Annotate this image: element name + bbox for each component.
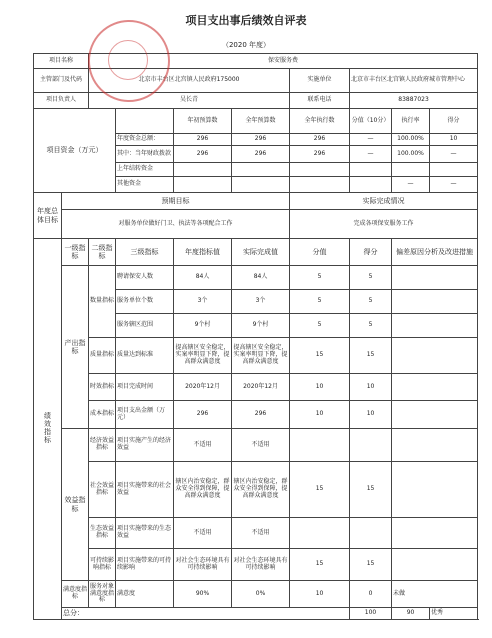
perf-row	[34, 518, 478, 549]
target-header: 年度指标值	[174, 239, 232, 266]
l3-indicator: 服务单位个数	[116, 290, 174, 314]
l3-indicator: 项目实施产生的经济效益	[116, 429, 174, 462]
fund-score: —	[350, 146, 392, 163]
fund-budget	[174, 163, 232, 177]
impl-label: 实施单位	[290, 69, 350, 93]
total-row	[34, 608, 478, 620]
perf-row	[34, 462, 478, 518]
l2-indicator: 生态效益指标	[89, 518, 116, 549]
project-name-row	[34, 54, 478, 69]
fund-budget	[174, 177, 232, 193]
l2-indicator: 质量指标	[89, 338, 116, 374]
target-value: 2020年12月	[174, 374, 232, 401]
exec-header: 全年执行数	[290, 109, 350, 134]
fund-score-header: 分值（10分）	[350, 109, 392, 134]
perf-row	[34, 374, 478, 401]
total-label: 总分：	[62, 608, 350, 620]
goals-label: 年度总体目标	[34, 193, 62, 239]
actual-value: 0%	[232, 581, 290, 608]
l2-indicator: 数量指标	[89, 266, 116, 338]
deviation-reason	[392, 549, 478, 581]
project-name-label: 项目名称	[34, 54, 89, 69]
fund-rate: 100.00%	[392, 134, 430, 146]
l2-indicator: 时效指标	[89, 374, 116, 401]
actual-header: 实际完成值	[232, 239, 290, 266]
funds-label: 项目资金（万元）	[34, 109, 116, 193]
effect-indicator-label: 效益指标	[62, 429, 89, 581]
indicator-score	[290, 429, 350, 462]
fund-name: 上年结转资金	[116, 163, 174, 177]
target-value: 296	[174, 401, 232, 429]
phone-value: 83887023	[350, 93, 478, 109]
actual-value: 提高辖区安全稳定，实案率明显下降，提高群众满意度	[232, 338, 290, 374]
impl-value: 北京市丰台区北宫镇人民政府城市管理中心	[350, 69, 478, 93]
actual-value: 2020年12月	[232, 374, 290, 401]
indicator-score: 10	[290, 401, 350, 429]
perf-header-row	[34, 239, 478, 266]
deviation-reason	[392, 374, 478, 401]
deviation-reason	[392, 401, 478, 429]
goals-row	[34, 210, 478, 239]
actual-value: 辖区内治安稳定，群众安全得到保障，提高群众满意度	[232, 462, 290, 518]
l3-indicator: 服务辖区范围	[116, 314, 174, 338]
fund-score	[350, 163, 392, 177]
deviation-reason	[392, 338, 478, 374]
indicator-got: 15	[350, 338, 392, 374]
fund-full: 296	[232, 134, 290, 146]
indicator-got	[350, 429, 392, 462]
deviation-reason	[392, 462, 478, 518]
actual-value: 对社会生态环境具有可持续影响	[232, 549, 290, 581]
budget-header: 年初预算数	[174, 109, 232, 134]
total-got: 90	[392, 608, 430, 620]
leader-label: 项目负责人	[34, 93, 89, 109]
deviation-reason: 未做	[392, 581, 478, 608]
dept-label: 主管部门及代码	[34, 69, 89, 93]
fund-score: —	[350, 134, 392, 146]
deviation-reason	[392, 290, 478, 314]
expected-goal: 对服务单位做好门卫、执法等各项配合工作	[62, 210, 290, 239]
l2-indicator: 社会效益指标	[89, 462, 116, 518]
indicator-got: 15	[350, 462, 392, 518]
fund-got: —	[430, 177, 478, 193]
deviation-reason	[392, 314, 478, 338]
fund-budget: 296	[174, 134, 232, 146]
dept-value: 北京市丰台区北宫镇人民政府175000	[89, 69, 290, 93]
actual-value: 不适用	[232, 518, 290, 549]
leader-value: 吴长青	[89, 93, 290, 109]
perf-row	[34, 338, 478, 374]
funds-header-row	[34, 109, 478, 134]
indicator-score: 5	[290, 314, 350, 338]
fund-name: 其中：当年财政拨款	[116, 146, 174, 163]
project-name: 保安服务费	[89, 54, 478, 69]
fund-name: 年度资金总额：	[116, 134, 174, 146]
rate-header: 执行率	[392, 109, 430, 134]
l2-indicator: 经济效益指标	[89, 429, 116, 462]
fund-name: 其他资金	[116, 177, 174, 193]
level2-header: 二级指标	[89, 239, 116, 266]
actual-value: 296	[232, 401, 290, 429]
target-value: 3个	[174, 290, 232, 314]
actual-result: 完成各项保安服务工作	[290, 210, 478, 239]
indicator-got: 10	[350, 401, 392, 429]
fund-rate: 100.00%	[392, 146, 430, 163]
perf-label: 绩效指标	[34, 239, 62, 620]
expected-goal-header: 预期目标	[62, 193, 290, 210]
indicator-score: 5	[290, 266, 350, 290]
full-budget-header: 全年预算数	[232, 109, 290, 134]
l3-indicator: 项目支出金额（万元）	[116, 401, 174, 429]
target-value: 90%	[174, 581, 232, 608]
satisfaction-indicator-label: 满意度指标	[62, 581, 89, 608]
perf-row	[34, 581, 478, 608]
perf-row	[34, 266, 478, 290]
level1-header: 一级指标	[62, 239, 89, 266]
target-value: 9个村	[174, 314, 232, 338]
l3-indicator: 项目完成时间	[116, 374, 174, 401]
l3-indicator: 质量达到标准	[116, 338, 174, 374]
target-value: 84人	[174, 266, 232, 290]
phone-label: 联系电话	[290, 93, 350, 109]
funds-name-header	[116, 109, 174, 134]
l3-indicator: 项目实施带来的社会效益	[116, 462, 174, 518]
l3-indicator: 满意度	[116, 581, 174, 608]
deviation-reason	[392, 518, 478, 549]
indicator-got: 5	[350, 314, 392, 338]
indicator-got: 5	[350, 266, 392, 290]
indicator-got	[350, 518, 392, 549]
l2-indicator: 服务对象满意度指标	[89, 581, 116, 608]
perf-row	[34, 429, 478, 462]
score-header: 分值	[290, 239, 350, 266]
fund-got-header: 得分	[430, 109, 478, 134]
fund-got	[430, 163, 478, 177]
fund-budget: 296	[174, 146, 232, 163]
l2-indicator: 可持续影响指标	[89, 549, 116, 581]
indicator-score	[290, 518, 350, 549]
indicator-score: 15	[290, 549, 350, 581]
fund-exec	[290, 177, 350, 193]
evaluation-table	[33, 53, 478, 620]
got-header: 得分	[350, 239, 392, 266]
perf-row	[34, 549, 478, 581]
indicator-score: 15	[290, 462, 350, 518]
fund-score	[350, 177, 392, 193]
l3-indicator: 聘请保安人数	[116, 266, 174, 290]
target-value: 提高辖区安全稳定，实案率明显下降，提高群众满意度	[174, 338, 232, 374]
indicator-score: 10	[290, 374, 350, 401]
target-value: 辖区内治安稳定，群众安全得到保障，提高群众满意度	[174, 462, 232, 518]
leader-row	[34, 93, 478, 109]
fund-full	[232, 177, 290, 193]
actual-value: 3个	[232, 290, 290, 314]
actual-value: 不适用	[232, 429, 290, 462]
fund-full	[232, 163, 290, 177]
report-year: （2020 年度）	[221, 41, 271, 49]
l2-indicator: 成本指标	[89, 401, 116, 429]
fund-exec: 296	[290, 134, 350, 146]
target-value: 不适用	[174, 518, 232, 549]
actual-result-header: 实际完成情况	[290, 193, 478, 210]
indicator-score: 5	[290, 290, 350, 314]
total-grade: 优秀	[430, 608, 478, 620]
fund-full: 296	[232, 146, 290, 163]
fund-got: —	[430, 146, 478, 163]
target-value: 对社会生态环境具有可持续影响	[174, 549, 232, 581]
fund-exec: 296	[290, 146, 350, 163]
page-title: 项目支出事后绩效自评表	[185, 14, 307, 27]
goals-header-row	[34, 193, 478, 210]
fund-rate	[392, 163, 430, 177]
indicator-got: 10	[350, 374, 392, 401]
target-value: 不适用	[174, 429, 232, 462]
indicator-got: 5	[350, 290, 392, 314]
fund-got: 10	[430, 134, 478, 146]
level3-header: 三级指标	[116, 239, 174, 266]
output-indicator-label: 产出指标	[62, 266, 89, 429]
deviation-reason	[392, 266, 478, 290]
total-score: 100	[350, 608, 392, 620]
indicator-got: 15	[350, 549, 392, 581]
indicator-score: 15	[290, 338, 350, 374]
reason-header: 偏差原因分析及改进措施	[392, 239, 478, 266]
fund-rate: —	[392, 177, 430, 193]
indicator-got: 0	[350, 581, 392, 608]
perf-row	[34, 401, 478, 429]
actual-value: 84人	[232, 266, 290, 290]
l3-indicator: 项目实施带来的生态效益	[116, 518, 174, 549]
l3-indicator: 项目实施带来的可持续影响	[116, 549, 174, 581]
fund-exec	[290, 163, 350, 177]
deviation-reason	[392, 429, 478, 462]
indicator-score: 10	[290, 581, 350, 608]
actual-value: 9个村	[232, 314, 290, 338]
department-row	[34, 69, 478, 93]
